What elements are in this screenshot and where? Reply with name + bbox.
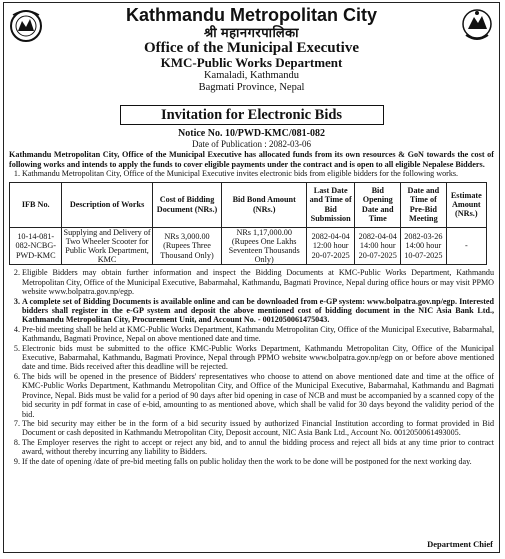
clause-item: 5. Electronic bids must be submitted to the office KMC-Public Works Department, Kathmandu Metropolitan City, Office of the Municipal Executive, Babarmahal, Kathmandu, Bagmati Province, Nepal through PPMO website www.bolpatra.gov.np/egp on or before above mentioned date and time. Bids received after this deadline will be rejected.	[22, 344, 494, 372]
table-row	[10, 227, 487, 265]
col-estimate: Estimate Amount (NRs.)	[446, 182, 486, 227]
col-submission: Last Date and Time of Bid Submission	[306, 182, 354, 227]
cell-doc-cost: NRs 3,000.00 (Rupees Three Thousand Only)	[152, 227, 222, 265]
intro-paragraph: Kathmandu Metropolitan City, Office of the Municipal Executive has allocated funds from its own resources & GoN towards the cost of following works and intends to apply the funds to cover eligible payments under the contract and is open to all eligible Nepalese Bidders.	[9, 150, 494, 169]
notice-number: Notice No. 10/PWD-KMC/081-082	[178, 128, 325, 139]
clause-item	[15, 169, 494, 265]
cell-estimate: -	[446, 227, 486, 265]
bid-table	[9, 182, 487, 266]
clause-item: 2. Eligible Bidders may obtain further information and inspect the Bidding Documents at KMC-Public Works Department, Kathmandu Metropolitan City, Office of the Municipal Executive, Babarmahal, Kathmandu, Bagmati Province, Nepal during office hours or may visit PPMO website www.bolpatra.gov.np/egp.	[22, 268, 494, 296]
clause-list	[9, 169, 494, 466]
cell-opening: 2082-04-04 14:00 hour 20-07-2025	[355, 227, 401, 265]
clause-text: Kathmandu Metropolitan City, Office of the Municipal Executive invites electronic bids from eligible bidders for the following works.	[22, 169, 459, 179]
notice-banner: Invitation for Electronic Bids	[120, 105, 384, 125]
address-line-2: Bagmati Province, Nepal	[198, 82, 305, 93]
clause-item: 9. If the date of opening /date of pre-bid meeting falls on public holiday then the work to be done will be postponed for the next working day.	[22, 457, 494, 466]
nepal-emblem-icon	[460, 7, 494, 45]
notice-page	[3, 2, 500, 553]
kmc-emblem-icon	[9, 7, 43, 45]
col-doc-cost: Cost of Bidding Document (NRs.)	[152, 182, 222, 227]
col-prebid: Date and Time of Pre-Bid Meeting	[401, 182, 447, 227]
signature: Department Chief	[427, 539, 493, 549]
cell-ifb-no: 10-14-081-082-NCBG-PWD-KMC	[10, 227, 62, 265]
clause-item: 8. The Employer reserves the right to accept or reject any bid, and to annul the bidding process and reject all bids at any time prior to contract award, without thereby incurring any liability to Bidders.	[22, 438, 494, 457]
col-bid-bond: Bid Bond Amount (NRs.)	[222, 182, 307, 227]
cell-description: Supplying and Delivery of Two Wheeler Scooter for Public Work Department, KMC	[63, 227, 151, 265]
clause-item: 7. The bid security may either be in the form of a bid security issued by authorized Financial Institution according to format provided in Bid Document or cash deposited in Kathmandu Metropolitan City, Deposit account, NIC Asia Bank Ltd., Account No. 0012050061493005.	[22, 419, 494, 438]
cell-bid-bond: NRs 1,17,000.00 (Rupees One Lakhs Seventeen Thousands Only)	[222, 227, 307, 265]
clause-item: 6. The bids will be opened in the presence of Bidders' representatives who choose to attend on above mentioned date and time at the office of KMC-Public Works Department, Kathmandu Metropolitan City, and Office of the Municipal Executive, Babarmahal, Kathmandu and Bagmati Province, Nepal. Bids must be valid for a period of 90 days after bid opening in case of NCB and must be accompanied by a scanned copy of the bid security in pdf format in case of e-bid, amounting to as mentioned above, which shall be valid for 30 days beyond the validity period of the bid.	[22, 372, 494, 419]
clause-item: 3. A complete set of Bidding Documents is available online and can be downloaded from e-GP system: www.bolpatra.gov.np/egp. Interested bidders shall register in the e-GP system and deposit the above mentioned cost of bidding document in the NIC Asia Bank Ltd., Kathmandu Metropolitan City, Procurement Unit, and Account No. - 0012050061475043.	[22, 297, 494, 325]
office-title: Office of the Municipal Executive	[144, 40, 359, 56]
cell-submission: 2082-04-04 12:00 hour 20-07-2025	[306, 227, 354, 265]
notice-header	[9, 5, 494, 103]
clause-item: 4. Pre-bid meeting shall be held at KMC-Public Works Department, Kathmandu Metropolitan City, Office of the Municipal Executive, Babarmahal, Kathmandu, Bagmati Province, Nepal on above mentioned date and time.	[22, 325, 494, 344]
col-description: Description of Works	[62, 182, 152, 227]
city-title-nepali: श्री महानगरपालिका	[204, 25, 299, 40]
col-opening: Bid Opening Date and Time	[355, 182, 401, 227]
address-line-1: Kamaladi, Kathmandu	[203, 70, 300, 81]
city-title: Kathmandu Metropolitan City	[126, 5, 377, 25]
department-title: KMC-Public Works Department	[160, 55, 343, 70]
publication-date: Date of Publication : 2082-03-06	[192, 139, 311, 149]
cell-prebid: 2082-03-26 14:00 hour 10-07-2025	[401, 227, 447, 265]
col-ifb-no: IFB No.	[10, 182, 62, 227]
table-header-row	[10, 182, 487, 227]
